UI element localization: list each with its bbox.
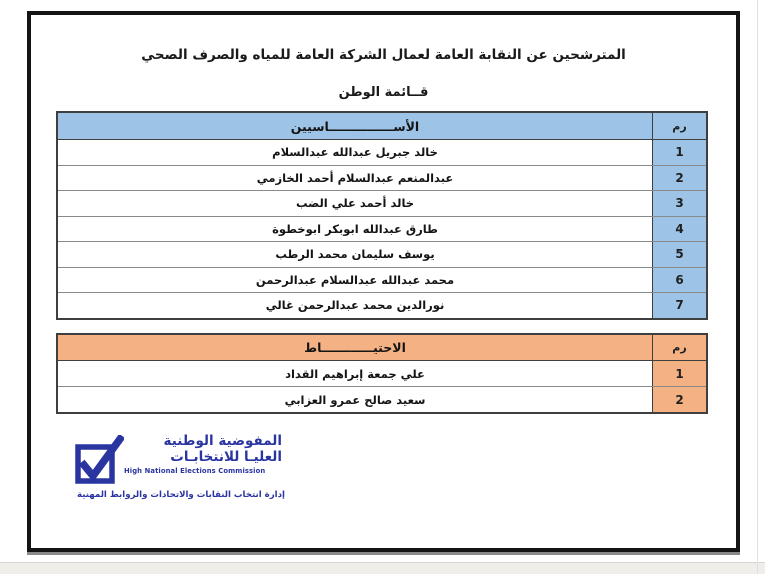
row-number: 6 <box>652 268 706 293</box>
row-number: 1 <box>652 361 706 386</box>
candidate-name: نورالدين محمد عبدالرحمن غالي <box>265 298 445 313</box>
row-number: 4 <box>652 217 706 242</box>
row-number: 5 <box>652 242 706 267</box>
candidate-name: عبدالمنعم عبدالسلام أحمد الخازمي <box>256 170 454 185</box>
reserve-candidates-table <box>56 333 708 414</box>
scan-edge-right <box>757 0 758 574</box>
logo-english-name: High National Elections Commission <box>124 467 266 475</box>
candidate-name: خالد أحمد علي الضب <box>295 196 415 211</box>
table-row <box>58 191 706 217</box>
candidate-name: سعيد صالح عمرو العزابي <box>284 392 426 407</box>
table-header-row <box>58 335 706 361</box>
scan-edge-bottom <box>0 562 765 574</box>
row-number: 1 <box>652 140 706 165</box>
candidate-name: خالد جبريل عبدالله عبدالسلام <box>272 145 438 160</box>
row-number: 7 <box>652 293 706 318</box>
main-candidates-table <box>56 111 708 320</box>
candidate-name: محمد عبدالله عبدالسلام عبدالرحمن <box>255 272 455 287</box>
table-row <box>58 293 706 318</box>
table-header-row <box>58 113 706 140</box>
table-row <box>58 166 706 192</box>
table-row <box>58 361 706 387</box>
num-column-header: رم <box>652 113 706 139</box>
logo-arabic-line1: المفوضية الوطنية <box>163 433 282 449</box>
row-number: 3 <box>652 191 706 216</box>
candidate-name: يوسف سليمان محمد الرطب <box>275 247 435 262</box>
main-table-title: الأســـــــــــــــاسيين <box>58 113 652 139</box>
logo-arabic-line2: العليـا للانتخابـات <box>170 449 282 465</box>
list-name-subtitle: قــائمة الوطن <box>338 85 429 100</box>
table-row <box>58 268 706 294</box>
candidate-name: طارق عبدالله ابوبكر ابوخطوة <box>272 221 438 236</box>
num-column-header: رم <box>652 335 706 360</box>
page-title: المترشحين عن النقابة العامة لعمال الشركة العامة للمياه والصرف الصحي <box>141 47 626 63</box>
hnec-logo <box>74 433 288 500</box>
ballot-checkbox-icon <box>74 435 124 487</box>
logo-department-line: إدارة انتخاب النقابات والاتحادات والروابط المهنية <box>77 490 285 500</box>
table-row <box>58 387 706 412</box>
row-number: 2 <box>652 166 706 191</box>
table-row <box>58 140 706 166</box>
reserve-table-title: الاحتيــــــــــــاط <box>58 335 652 360</box>
row-number: 2 <box>652 387 706 412</box>
table-row <box>58 217 706 243</box>
candidate-name: علي جمعة إبراهيم القداد <box>285 366 425 381</box>
table-row <box>58 242 706 268</box>
